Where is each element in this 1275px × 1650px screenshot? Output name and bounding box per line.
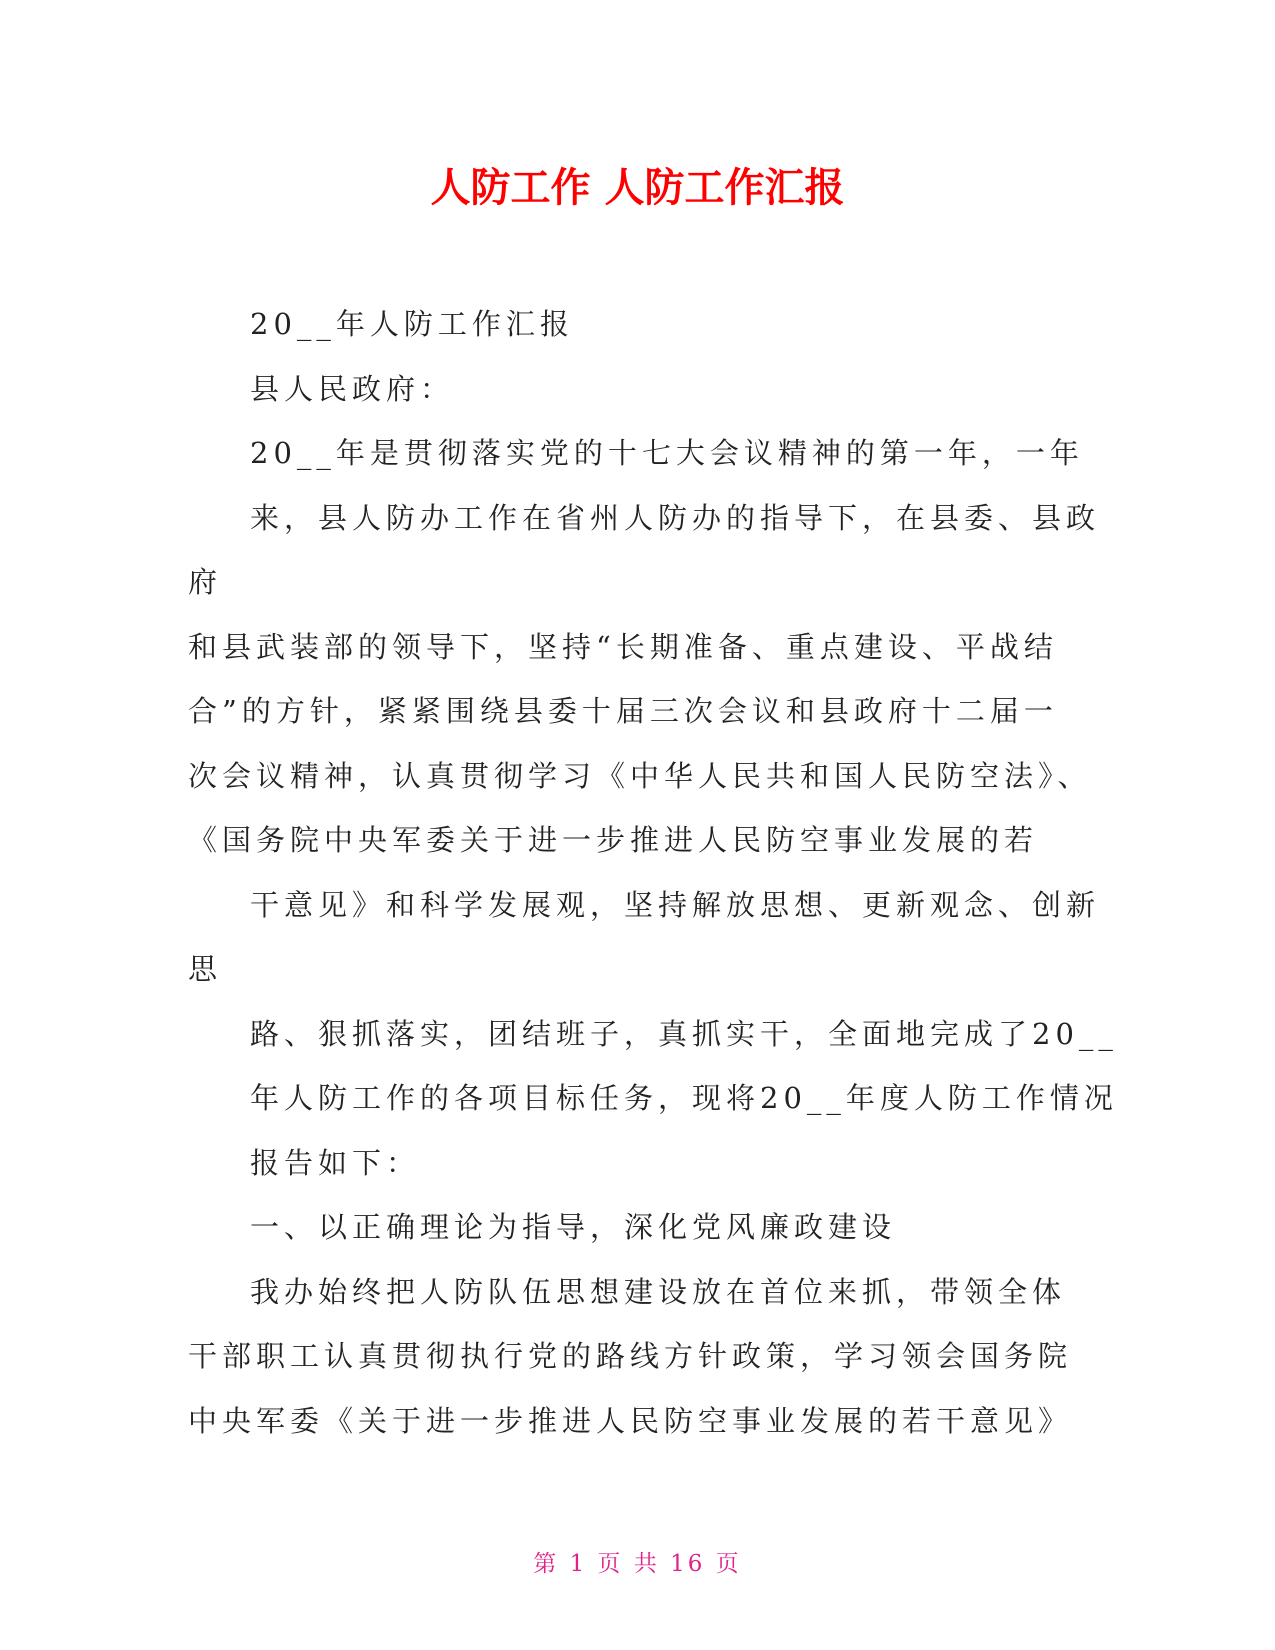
text-line: 和县武装部的领导下，坚持“长期准备、重点建设、平战结 [188, 629, 1058, 664]
section-heading: 一、以正确理论为指导，深化党风廉政建设 [250, 1210, 897, 1244]
text-line: 县人民政府： [250, 371, 455, 406]
text-line: 路、狠抓落实，团结班子，真抓实干，全面地完成了20__ [250, 1016, 1118, 1051]
text-line: 府 [188, 565, 223, 599]
text-line: 来，县人防办工作在省州人防办的指导下，在县委、县政 [250, 500, 1101, 535]
text-line: 干部职工认真贯彻执行党的路线方针政策，学习领会国务院 [188, 1339, 1073, 1373]
text-line: 干意见》和科学发展观，坚持解放思想、更新观念、创新 [250, 887, 1101, 922]
text-line: 中央军委《关于进一步推进人民防空事业发展的若干意见》 [188, 1403, 1073, 1438]
text-line: 思 [188, 952, 223, 986]
text-line: 《国务院中央军委关于进一步推进人民防空事业发展的若 [188, 823, 1039, 857]
text-line: 报告如下： [250, 1145, 421, 1180]
text-line: 次会议精神，认真贯彻学习《中华人民共和国人民防空法》、 [188, 758, 1092, 793]
page-number: 第 1 页 共 16 页 [533, 1551, 742, 1577]
text-line: 年人防工作的各项目标任务，现将20__年度人防工作情况 [250, 1081, 1118, 1115]
page-title: 人防工作 人防工作汇报 [430, 165, 845, 211]
text-line: 20__年人防工作汇报 [250, 307, 574, 341]
text-line: 20__年是贯彻落实党的十七大会议精神的第一年，一年 [250, 436, 1084, 470]
text-line: 合”的方针，紧紧围绕县委十届三次会议和县政府十二届一 [188, 694, 1058, 728]
text-line: 我办始终把人防队伍思想建设放在首位来抓，带领全体 [250, 1274, 1067, 1309]
document-body [188, 292, 1118, 1453]
